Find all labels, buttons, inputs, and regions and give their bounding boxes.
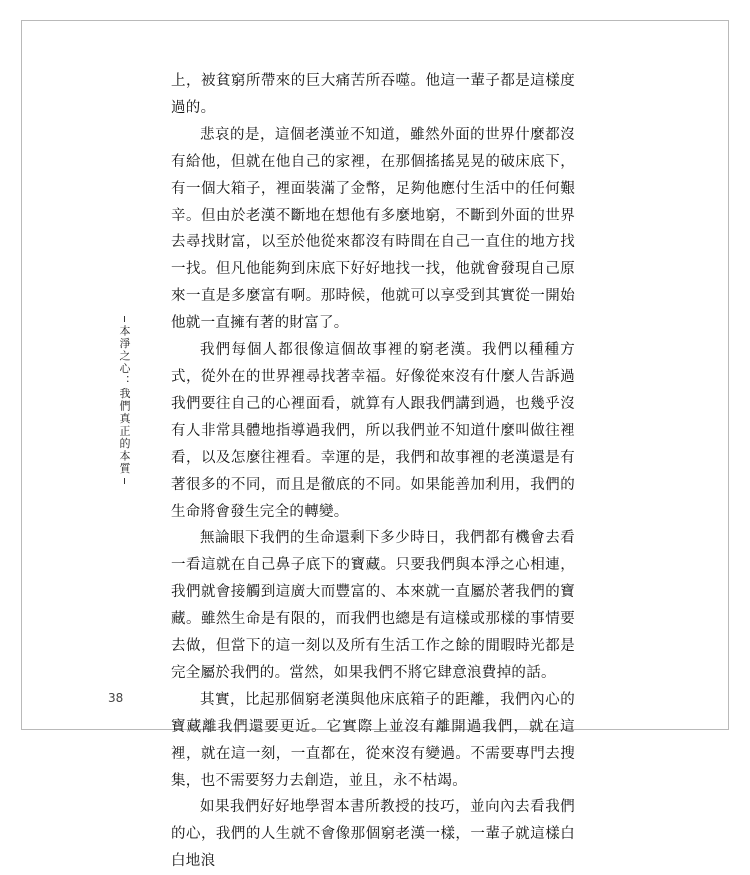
paragraph: 我們每個人都很像這個故事裡的窮老漢。我們以種種方式，從外在的世界裡尋找著幸福。好像從來沒有什麼人告訴過我們要往自己的心裡面看，就算有人跟我們講到過，也幾乎沒有人非常具體地指導過我們，所以我們並不知道什麼叫做往裡看，以及怎麼往裡看。幸運的是，我們和故事裡的老漢還是有著很多的不同，而且是徹底的不同。如果能善加利用，我們的生命將會發生完全的轉變。 [171,342,575,520]
paragraph: 其實，比起那個窮老漢與他床底箱子的距離，我們內心的寶藏離我們還要更近。它實際上並沒有離開過我們，就在這裡，就在這一刻，一直都在，從來沒有變過。不需要專門去搜集，也不需要努力去創造，並且，永不枯竭。 [171,691,575,789]
page-number: 38 [108,691,124,705]
body-text [171,68,575,875]
paragraph: 悲哀的是，這個老漢並不知道，雖然外面的世界什麼都沒有給他，但就在他自己的家裡，在那個搖搖晃晃的破床底下，有一個大箱子，裡面裝滿了金幣，足夠他應付生活中的任何艱辛。但由於老漢不斷地在想他有多麼地窮，不斷到外面的世界去尋找財富，以至於他從來都沒有時間在自己一直住的地方找一找。但凡他能夠到床底下好好地找一找，他就會發現自己原來一直是多麼富有啊。那時候，他就可以享受到其實從一開始他就一直擁有著的財富了。 [171,126,575,332]
paragraph: 如果我們好好地學習本書所教授的技巧，並向內去看我們的心，我們的人生就不會像那個窮老漢一樣，一輩子就這樣白白地浪 [171,799,575,870]
running-head-text: 本淨之心：我們真正的本質 [118,325,131,475]
running-head-rule-bottom [124,478,125,484]
paragraph: 無論眼下我們的生命還剩下多少時日，我們都有機會去看一看這就在自己鼻子底下的寶藏。只要我們與本淨之心相連，我們就會接觸到這廣大而豐富的、本來就一直屬於著我們的寶藏。雖然生命是有限的，而我們也總是有這樣或那樣的事情要去做，但當下的這一刻以及所有生活工作之餘的閒暇時光都是完全屬於我們的。當然，如果我們不將它肆意浪費掉的話。 [171,530,575,681]
paragraph: 上，被貧窮所帶來的巨大痛苦所吞噬。他這一輩子都是這樣度過的。 [171,73,575,116]
running-head [117,316,131,484]
